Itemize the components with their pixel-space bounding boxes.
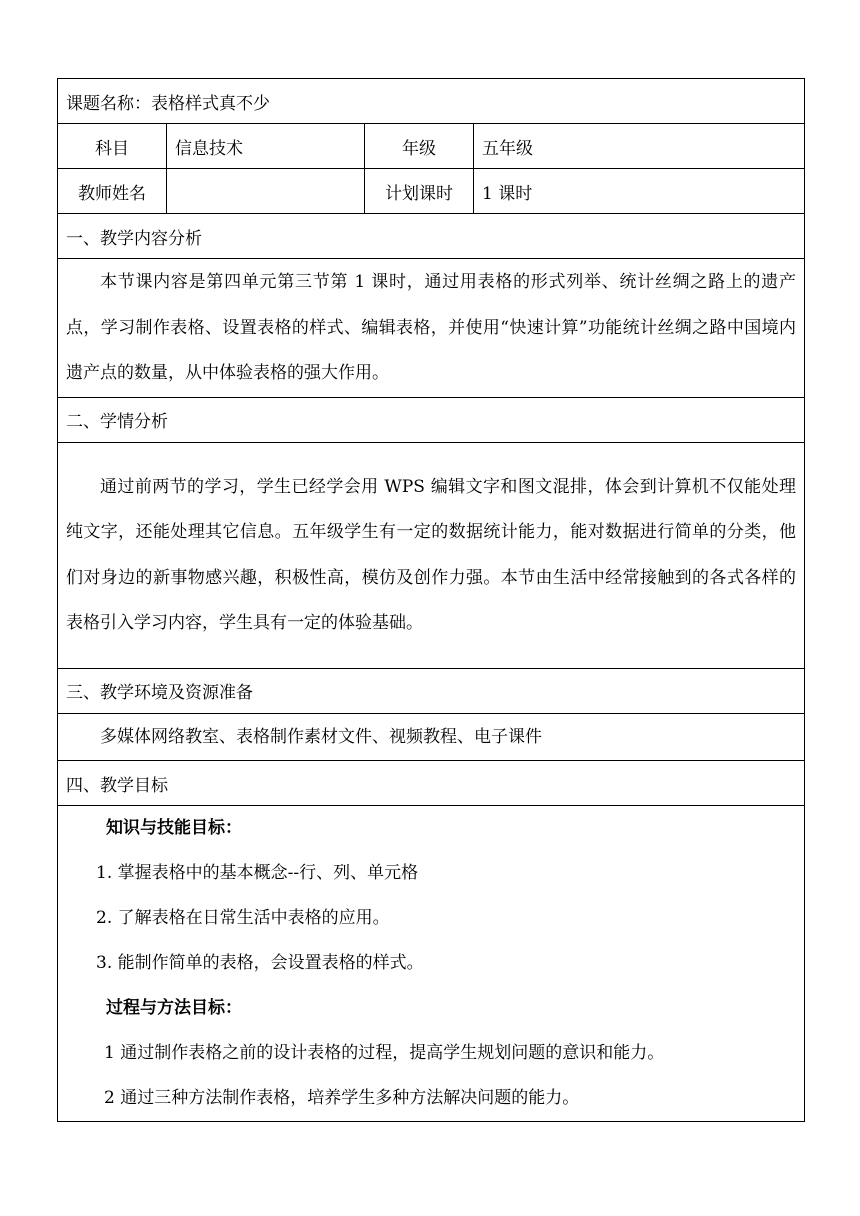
subject-row [58, 124, 805, 169]
knowledge-item: 2. 了解表格在日常生活中表格的应用。 [96, 908, 390, 928]
content-analysis-body: 本节课内容是第四单元第三节第 1 课时，通过用表格的形式列举、统计丝绸之路上的遗产点，学习制作表格、设置表格的样式、编辑表格，并使用“快速计算”功能统计丝绸之路中国境内遗产点的数量，从中体验表格的强大作用。 [66, 272, 796, 383]
objectives-body-row [58, 806, 805, 1122]
objectives-heading: 四、教学目标 [58, 761, 805, 806]
content-analysis-body-row [58, 259, 805, 398]
title-cell [58, 79, 805, 124]
learner-analysis-body-row [58, 442, 805, 668]
hours-value: 1 课时 [474, 169, 805, 214]
environment-body-row [58, 713, 805, 761]
title-row [58, 79, 805, 124]
objectives-heading-row [58, 761, 805, 806]
lesson-title: 表格样式真不少 [151, 93, 270, 114]
content-analysis-heading: 一、教学内容分析 [58, 214, 805, 259]
teacher-row [58, 169, 805, 214]
environment-heading-row [58, 668, 805, 713]
content-analysis-heading-row [58, 214, 805, 259]
environment-body: 多媒体网络教室、表格制作素材文件、视频教程、电子课件 [100, 726, 542, 747]
process-item: 1 通过制作表格之前的设计表格的过程，提高学生规划问题的意识和能力。 [104, 1043, 665, 1063]
process-methods-heading: 过程与方法目标： [106, 998, 242, 1018]
hours-label: 计划课时 [365, 169, 474, 214]
learner-analysis-body: 通过前两节的学习，学生已经学会用 WPS 编辑文字和图文混排，体会到计算机不仅能处理纯文字，还能处理其它信息。五年级学生有一定的数据统计能力，能对数据进行简单的分类，他们对身边的新事物感兴趣，积极性高，模仿及创作力强。本节由生活中经常接触到的各式各样的表格引入学习内容，学生具有一定的体验基础。 [66, 476, 796, 633]
grade-label: 年级 [365, 124, 474, 169]
lesson-plan-table [57, 78, 805, 1122]
teacher-value [167, 169, 365, 214]
knowledge-item: 1. 掌握表格中的基本概念--行、列、单元格 [96, 863, 419, 883]
subject-label: 科目 [58, 124, 167, 169]
teacher-label: 教师姓名 [58, 169, 167, 214]
grade-value: 五年级 [474, 124, 805, 169]
subject-value: 信息技术 [167, 124, 365, 169]
learner-analysis-heading-row [58, 397, 805, 442]
title-label: 课题名称： [66, 93, 151, 114]
content-analysis-cell [58, 259, 805, 398]
knowledge-item: 3. 能制作简单的表格，会设置表格的样式。 [96, 953, 424, 973]
learner-analysis-heading: 二、学情分析 [58, 397, 805, 442]
knowledge-skills-heading: 知识与技能目标： [106, 818, 242, 838]
environment-cell [58, 713, 805, 761]
objectives-cell [58, 806, 805, 1122]
learner-analysis-cell [58, 442, 805, 668]
environment-heading: 三、教学环境及资源准备 [58, 668, 805, 713]
process-item: 2 通过三种方法制作表格，培养学生多种方法解决问题的能力。 [104, 1088, 580, 1108]
